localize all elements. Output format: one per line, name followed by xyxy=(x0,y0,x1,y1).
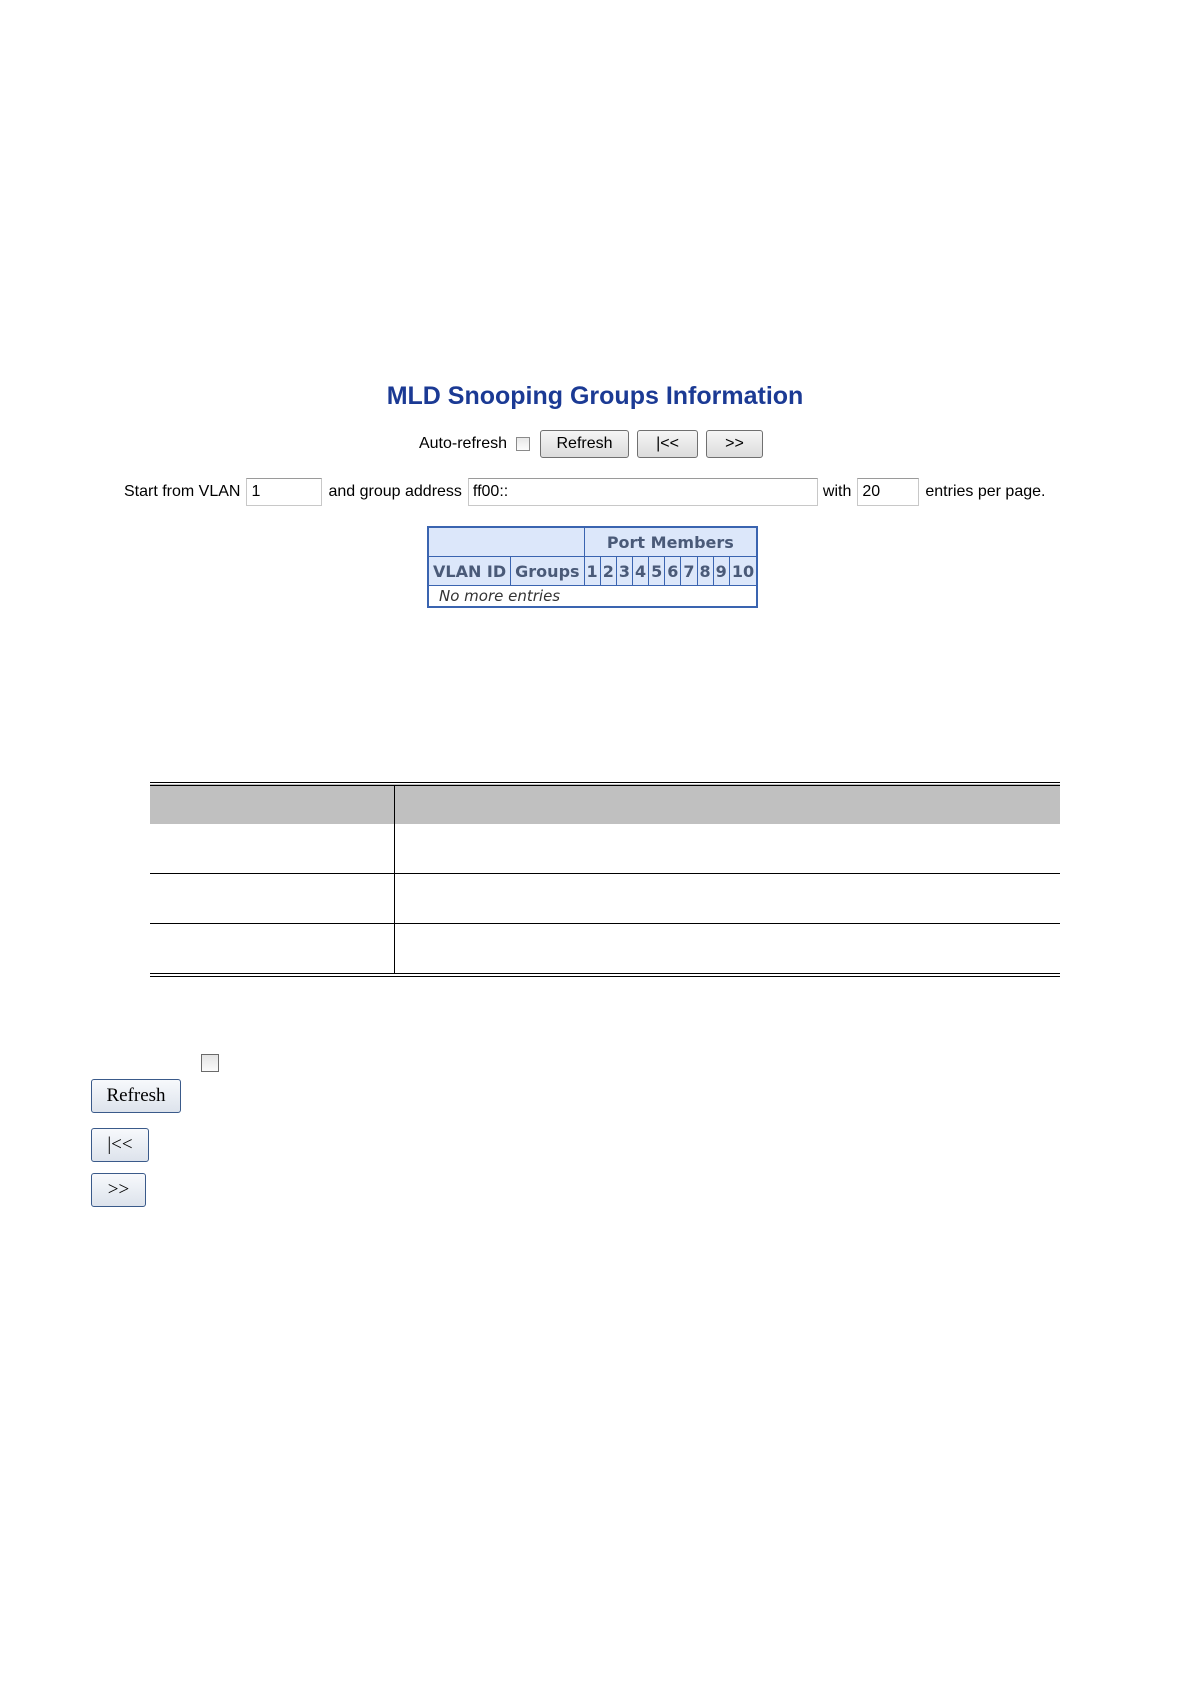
entries-per-page-label: entries per page. xyxy=(925,483,1046,500)
object-cell xyxy=(150,874,395,924)
legend-first-page-button[interactable]: |<< xyxy=(91,1128,149,1162)
next-page-button[interactable]: >> xyxy=(706,430,763,458)
port-header: 3 xyxy=(616,557,632,586)
auto-refresh-checkbox[interactable] xyxy=(516,437,530,451)
page-title: MLD Snooping Groups Information xyxy=(386,382,804,410)
blank-header-cell xyxy=(428,527,584,557)
legend-next-page-button[interactable]: >> xyxy=(91,1173,146,1207)
start-vlan-input[interactable]: 1 xyxy=(246,478,322,506)
first-page-button[interactable]: |<< xyxy=(637,430,698,458)
empty-message: No more entries xyxy=(439,587,561,605)
port-header: 10 xyxy=(729,557,757,586)
port-header: 5 xyxy=(649,557,665,586)
mld-groups-table xyxy=(427,526,758,608)
groups-header: Groups xyxy=(511,557,584,586)
port-header: 2 xyxy=(600,557,616,586)
filter-row xyxy=(124,478,1045,506)
port-header: 8 xyxy=(697,557,713,586)
with-label: with xyxy=(822,483,852,500)
port-header: 9 xyxy=(713,557,729,586)
legend-refresh-button[interactable]: Refresh xyxy=(91,1079,181,1113)
description-cell xyxy=(395,874,1061,924)
object-cell xyxy=(150,924,395,976)
object-cell xyxy=(150,824,395,874)
auto-refresh-label: Auto-refresh xyxy=(418,435,508,452)
group-address-input[interactable]: ff00:: xyxy=(468,478,818,506)
description-cell xyxy=(395,824,1061,874)
object-header-cell xyxy=(150,784,395,824)
port-header: 6 xyxy=(665,557,681,586)
description-cell xyxy=(395,924,1061,976)
vlan-id-header: VLAN ID xyxy=(428,557,511,586)
entries-per-page-input[interactable]: 20 xyxy=(857,478,919,506)
group-address-label: and group address xyxy=(328,483,462,500)
port-header: 4 xyxy=(632,557,648,586)
port-header: 7 xyxy=(681,557,697,586)
description-table xyxy=(150,782,1060,977)
port-members-header: Port Members xyxy=(584,527,757,557)
start-vlan-label: Start from VLAN xyxy=(124,483,241,500)
refresh-button[interactable]: Refresh xyxy=(540,430,629,458)
toolbar xyxy=(0,430,1190,458)
port-header: 1 xyxy=(584,557,600,586)
description-header-cell xyxy=(395,784,1061,824)
legend-auto-refresh-checkbox[interactable] xyxy=(201,1054,219,1072)
